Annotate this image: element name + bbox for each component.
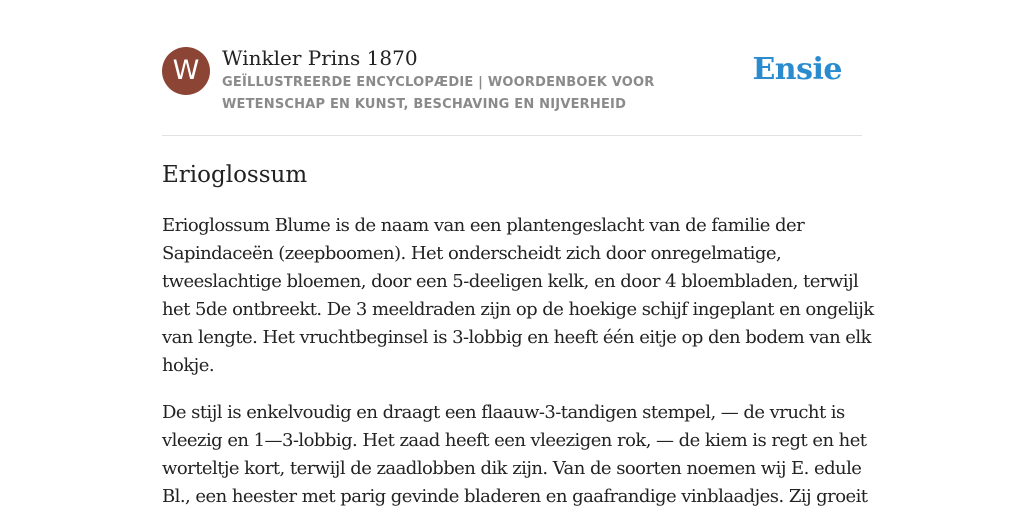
ensie-logo[interactable]: Ensie (752, 52, 842, 87)
header-divider (162, 135, 862, 136)
article-body (162, 212, 882, 512)
source-subtitle: GEÏLLUSTREERDE ENCYCLOPÆDIE | WOORDENBOEK VOOR WETENSCHAP EN KUNST, BESCHAVING EN NIJVERHEID (222, 75, 655, 112)
article-title: Erioglossum (162, 162, 308, 188)
source-title-link[interactable]: Winkler Prins 1870 (222, 46, 418, 70)
source-header (162, 44, 862, 136)
article-paragraph-2: De stijl is enkelvoudig en draagt een flaauw-3-tandigen stempel, — de vrucht is vleezig en 1—3-lobbig. Het zaad heeft een vleezigen rok, — de kiem is regt en het worteltje kort, terwijl de zaadlobben dik zijn. Van de soorten noemen wij E. edule Bl., een heester met parig gevinde bladeren en gaafrandige vinblaadjes. Zij groeit (162, 402, 868, 507)
article-paragraph-1: Erioglossum Blume is de naam van een plantengeslacht van de familie der Sapindaceën (zeepboomen). Het onderscheidt zich door onregelmatige, tweeslachtige bloemen, door een 5-deeligen kelk, en door 4 bloembladen, terwijl het 5de ontbreekt. De 3 meeldraden zijn op de hoekige schijf ingeplant en ongelijk van lengte. Het vruchtbeginsel is 3-lobbig en heeft één eitje op den bodem van elk hokje. (162, 215, 874, 376)
source-avatar[interactable]: W (162, 47, 210, 95)
